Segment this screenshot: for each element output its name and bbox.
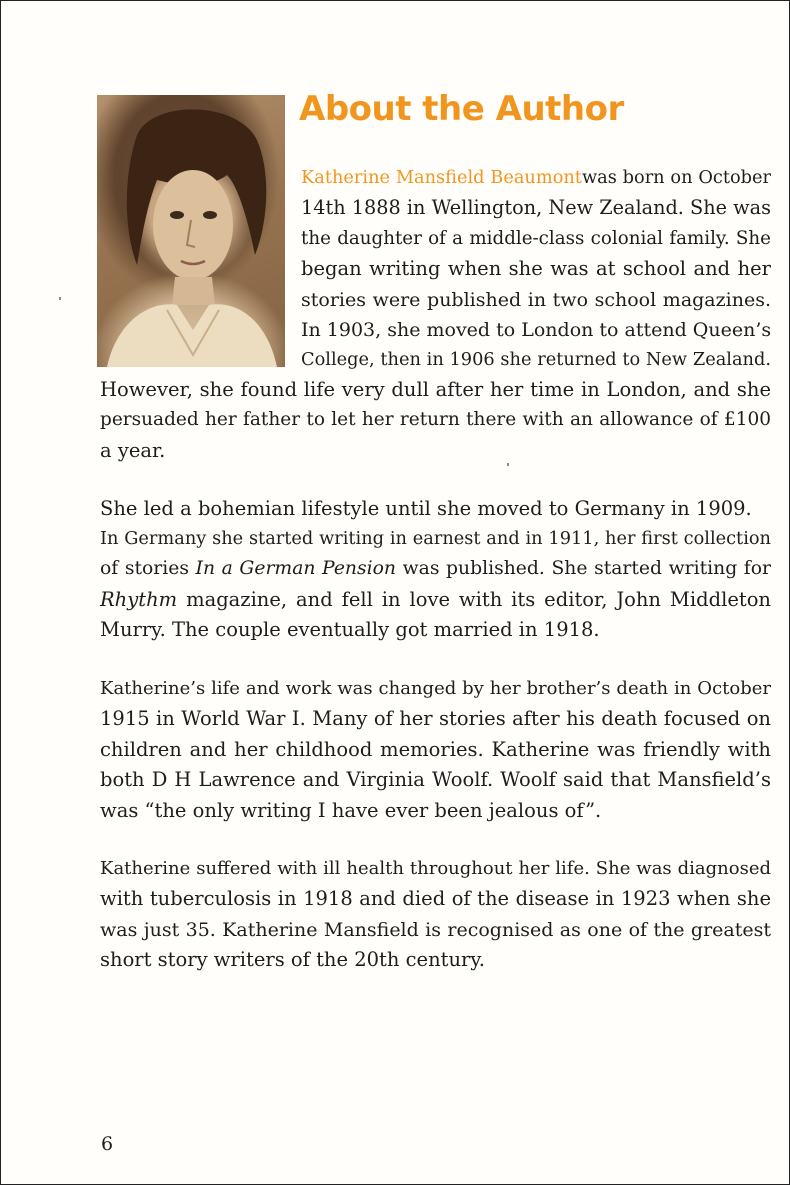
text-line: Katherine’s life and work was changed by her brother’s death in October	[100, 678, 771, 699]
text-line	[301, 163, 771, 193]
text-line	[100, 585, 771, 615]
text-span: magazine, and fell in love with its editor, John Middleton	[177, 588, 771, 611]
text-line: 1915 in World War I. Many of her stories after his death focused on	[100, 707, 771, 730]
text-line: In 1903, she moved to London to attend Queen’s	[301, 319, 772, 341]
text-line: Murry. The couple eventually got married in 1918.	[100, 618, 600, 641]
print-speck	[507, 463, 509, 466]
text-span: of stories	[100, 558, 196, 579]
text-line: began writing when she was at school and her	[301, 257, 771, 280]
page-number: 6	[101, 1133, 114, 1155]
text-line: children and her childhood memories. Katherine was friendly with	[100, 738, 771, 761]
text-line: stories were published in two school magazines.	[301, 289, 771, 311]
text-line	[100, 554, 771, 584]
text-line: with tuberculosis in 1918 and died of the disease in 1923 when she	[100, 887, 771, 910]
text-line: 14th 1888 in Wellington, New Zealand. She was	[301, 196, 771, 219]
text-span: was published. She started writing for	[396, 558, 772, 579]
text-line: College, then in 1906 she returned to New Zealand.	[301, 350, 771, 370]
author-name-highlight: Katherine Mansfield Beaumont	[301, 168, 582, 188]
text-line: Katherine suffered with ill health throughout her life. She was diagnosed	[100, 858, 771, 879]
magazine-title-italic: Rhythm	[100, 588, 178, 611]
text-line: In Germany she started writing in earnest and in 1911, her first collection	[100, 529, 771, 549]
text-line: short story writers of the 20th century.	[100, 948, 485, 971]
text-line: She led a bohemian lifestyle until she moved to Germany in 1909.	[100, 497, 752, 520]
text-line: a year.	[100, 439, 166, 462]
print-speck	[59, 297, 61, 300]
text-line: was just 35. Katherine Mansfield is recognised as one of the greatest	[100, 919, 771, 941]
text-line: both D H Lawrence and Virginia Woolf. Woolf said that Mansfield’s	[100, 768, 771, 791]
author-portrait-photo	[97, 95, 285, 367]
text-line: persuaded her father to let her return there with an allowance of £100	[100, 409, 771, 430]
book-title-italic: In a German Pension	[195, 558, 396, 579]
text-line: However, she found life very dull after her time in London, and she	[100, 378, 771, 401]
page-title: About the Author	[299, 89, 624, 129]
text-line: was “the only writing I have ever been jealous of”.	[100, 799, 602, 822]
text-span: was born on October	[581, 168, 771, 188]
text-line: the daughter of a middle-class colonial family. She	[301, 228, 771, 249]
portrait-illustration	[97, 95, 285, 367]
